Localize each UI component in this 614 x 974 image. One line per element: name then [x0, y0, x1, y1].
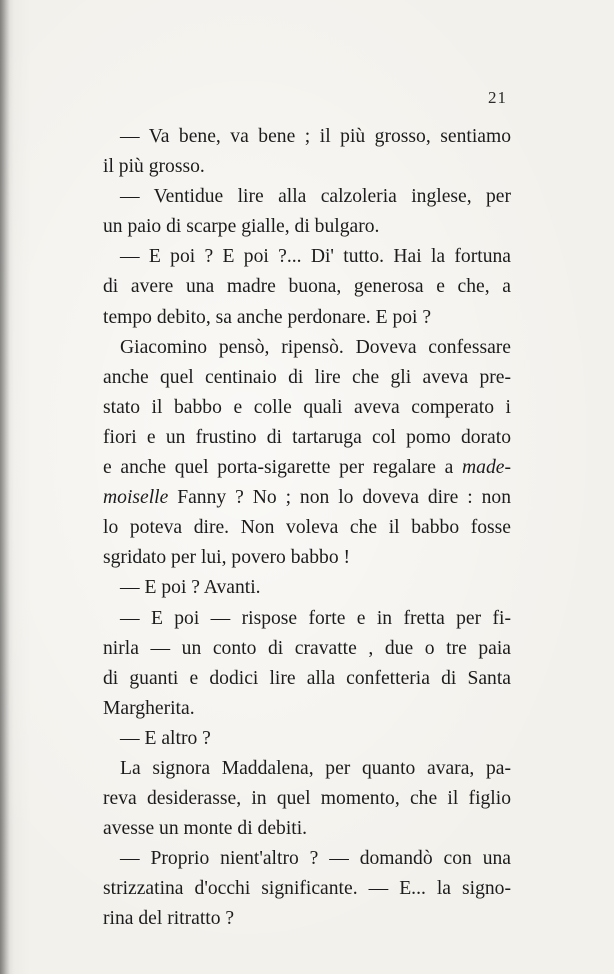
text-line: — Va bene, va bene ; il più grosso, sentiamo — [120, 126, 511, 147]
text-line: di guanti e dodici lire alla confetteria di Santa — [103, 667, 511, 689]
text-line: moiselle Fanny ? No ; non lo doveva dire : non — [103, 487, 511, 509]
text-line: — E poi ? E poi ?... Di' tutto. Hai la fortuna — [120, 246, 511, 268]
text-line: Giacomino pensò, ripensò. Doveva confessare — [120, 336, 511, 358]
text-line: rina del ritratto ? — [103, 908, 235, 930]
text-line: strizzatina d'occhi significante. — E... la signo- — [103, 878, 511, 900]
text-line: sgridato per lui, povero babbo ! — [103, 547, 351, 569]
text-line: tempo debito, sa anche perdonare. E poi ? — [103, 306, 432, 328]
page-number: 21 — [488, 88, 507, 107]
text-line: — E altro ? — [120, 727, 211, 749]
text-line: La signora Maddalena, per quanto avara, pa- — [120, 757, 511, 779]
text-line: un paio di scarpe gialle, di bulgaro. — [103, 216, 380, 238]
text-line: stato il babbo e colle quali aveva comperato i — [103, 396, 511, 418]
text-line: reva desiderasse, in quel momento, che il figlio — [103, 788, 511, 810]
text-line: — Ventidue lire alla calzoleria inglese, per — [120, 186, 511, 208]
text-line: — E poi ? Avanti. — [120, 577, 261, 599]
italic-word: made- — [462, 457, 511, 479]
text-line: — Proprio nient'altro ? — domandò con una — [120, 848, 511, 870]
text-line: il più grosso. — [103, 156, 205, 178]
text-line: anche quel centinaio di lire che gli aveva pre- — [103, 366, 511, 388]
text-line: — E poi — rispose forte e in fretta per fi- — [120, 607, 511, 629]
text-line: fiori e un frustino di tartaruga col pomo dorato — [103, 426, 511, 448]
italic-word: moiselle — [103, 487, 169, 509]
text-line: Margherita. — [103, 697, 195, 719]
text-line: di avere una madre buona, generosa e che, a — [103, 276, 511, 298]
gutter-shadow — [0, 0, 10, 974]
body-text — [103, 122, 511, 935]
text-line: nirla — un conto di cravatte , due o tre paia — [103, 637, 511, 659]
text-line: e anche quel porta-sigarette per regalare a made- — [103, 457, 511, 479]
text-line: avesse un monte di debiti. — [103, 818, 308, 840]
text-line: lo poteva dire. Non voleva che il babbo fosse — [103, 517, 511, 539]
